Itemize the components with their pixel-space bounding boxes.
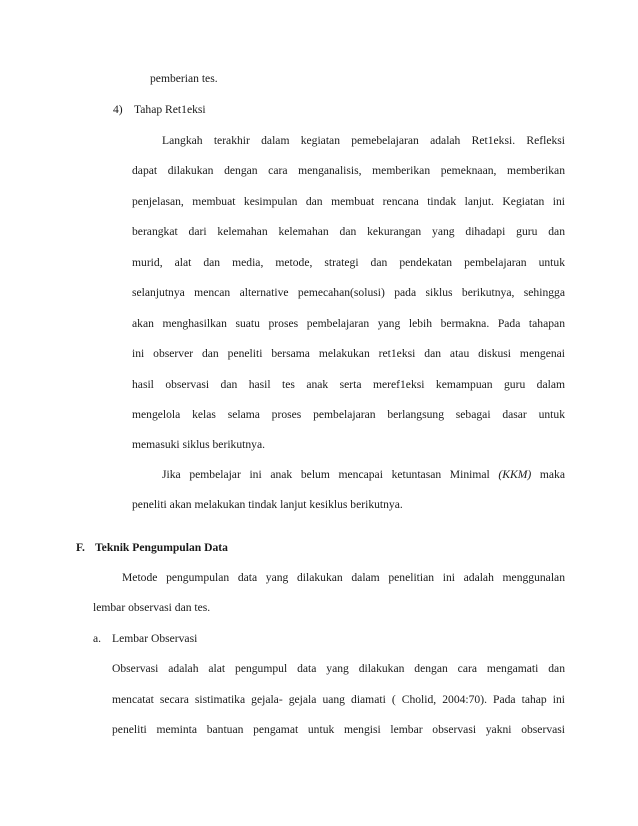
kkm-line-1-post: maka xyxy=(531,468,565,481)
kkm-line-2: peneliti akan melakukan tindak lanjut kesiklus berikutnya. xyxy=(132,498,403,511)
kkm-line-1 xyxy=(162,468,565,481)
item-a-line-3: peneliti meminta bantuan pengamat untuk mengisi lembar observasi yakni observasi xyxy=(112,723,565,736)
item-4-line-8: ini observer dan peneliti bersama melakukan ret1eksi dan atau diskusi mengenai xyxy=(132,347,565,360)
section-f-title: Teknik Pengumpulan Data xyxy=(95,541,228,554)
item-4-line-2: dapat dilakukan dengan cara menganalisis, memberikan pemeknaan, memberikan xyxy=(132,164,565,177)
item-4-title: Tahap Ret1eksi xyxy=(134,103,206,116)
item-4-line-7: akan menghasilkan suatu proses pembelajaran yang lebih bermakna. Pada tahapan xyxy=(132,317,565,330)
item-4-label: 4) xyxy=(113,103,123,116)
item-a-line-2: mencatat secara sistimatika gejala- gejala uang diamati ( Cholid, 2004:70). Pada tahap ini xyxy=(112,693,565,706)
item-4-line-10: mengelola kelas selama proses pembelajaran berlangsung sebagai dasar untuk xyxy=(132,408,565,421)
item-4-line-11: memasuki siklus berikutnya. xyxy=(132,438,265,451)
section-f-label: F. xyxy=(76,541,85,554)
kkm-line-1-pre: Jika pembelajar ini anak belum mencapai ketuntasan Minimal xyxy=(162,468,499,481)
item-4-line-6: selanjutnya mencan alternative pemecahan(solusi) pada siklus berikutnya, sehingga xyxy=(132,286,565,299)
item-4-line-9: hasil observasi dan hasil tes anak serta meref1eksi kemampuan guru dalam xyxy=(132,378,565,391)
item-4-line-1: Langkah terakhir dalam kegiatan pemebelajaran adalah Ret1eksi. Refleksi xyxy=(162,134,565,147)
item-4-line-4: berangkat dari kelemahan kelemahan dan kekurangan yang dihadapi guru dan xyxy=(132,225,565,238)
item-a-title: Lembar Observasi xyxy=(112,632,198,645)
item-4-line-3: penjelasan, membuat kesimpulan dan membuat rencana tindak lanjut. Kegiatan ini xyxy=(132,195,565,208)
item-4-line-5: murid, alat dan media, metode, strategi dan pendekatan pembelajaran untuk xyxy=(132,256,565,269)
item-a-line-1: Observasi adalah alat pengumpul data yang dilakukan dengan cara mengamati dan xyxy=(112,662,565,675)
item-a-label: a. xyxy=(93,632,102,645)
section-f-intro-1: Metode pengumpulan data yang dilakukan dalam penelitian ini adalah menggunalan xyxy=(122,571,565,584)
continuation-line: pemberian tes. xyxy=(150,72,218,85)
section-f-intro-2: lembar observasi dan tes. xyxy=(93,601,211,614)
kkm-abbrev: (KKM) xyxy=(498,468,532,481)
